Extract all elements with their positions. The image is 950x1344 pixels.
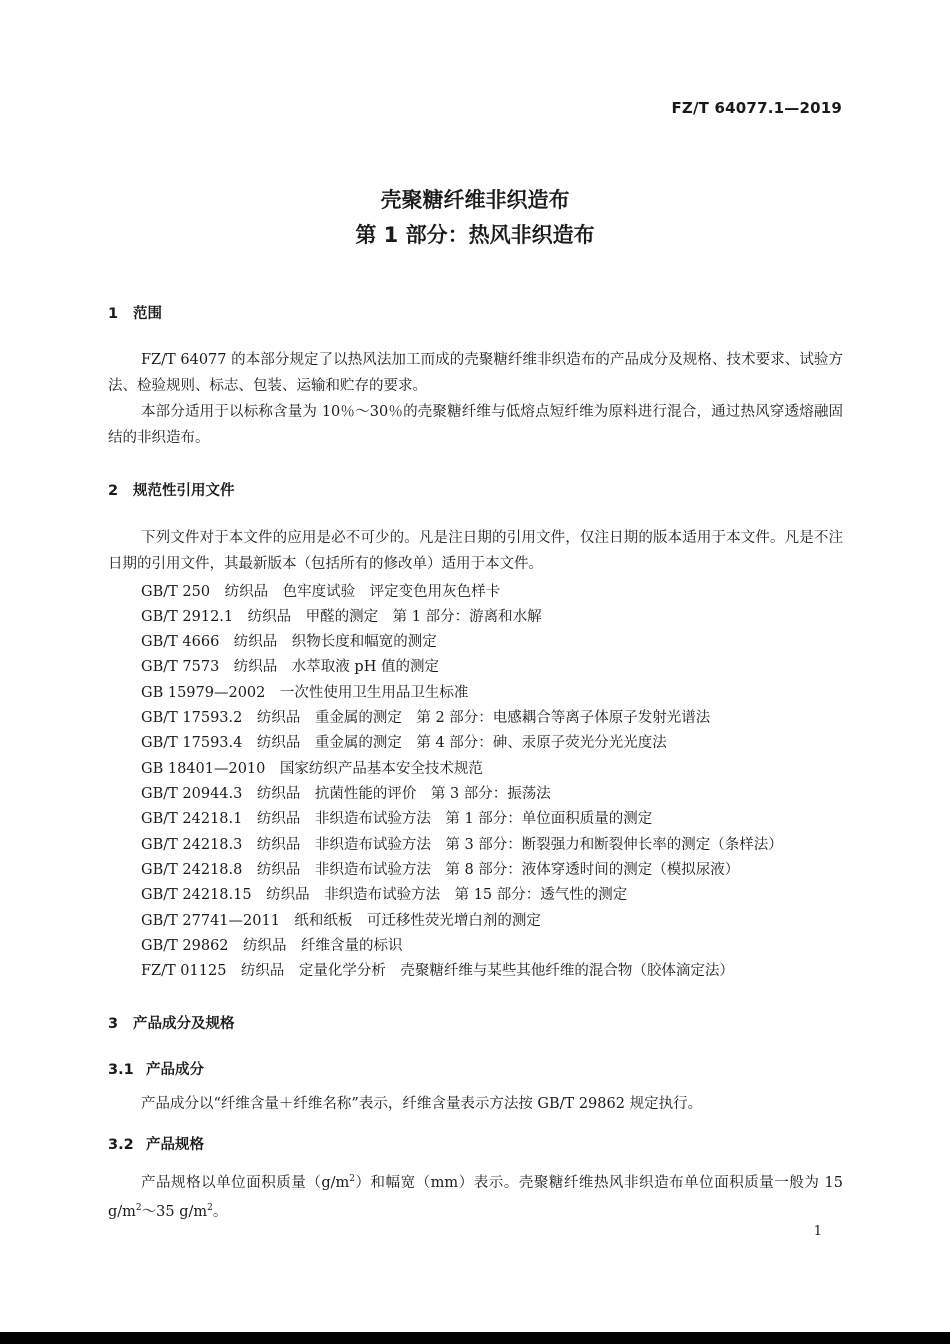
text-run: ）和幅宽（mm）表示。壳聚糖纤维热风非织造布单位面积质量一般为 15 g/m: [108, 1174, 843, 1221]
reference-item: GB/T 29862 纺织品 纤维含量的标识: [141, 938, 403, 954]
paragraph: FZ/T 64077 的本部分规定了以热风法加工而成的壳聚糖纤维非织造布的产品成分及规格、技术要求、试验方法、检验规则、标志、包装、运输和贮存的要求。: [108, 352, 843, 394]
section-title: 规范性引用文件: [133, 483, 235, 499]
subsection-number: 3.1: [108, 1062, 134, 1078]
page-number: 1: [813, 1224, 822, 1239]
reference-item: GB/T 20944.3 纺织品 抗菌性能的评价 第 3 部分：振荡法: [141, 786, 551, 802]
reference-item: GB 15979—2002 一次性使用卫生用品卫生标准: [141, 685, 469, 701]
section-3-heading: [108, 1012, 235, 1033]
superscript: 2: [135, 1203, 142, 1214]
paragraph: 本部分适用于以标称含量为 10％～30％的壳聚糖纤维与低熔点短纤维为原料进行混合，通过热风穿透熔融固结的非织造布。: [108, 404, 843, 446]
reference-item: GB/T 2912.1 纺织品 甲醛的测定 第 1 部分：游离和水解: [141, 609, 542, 625]
reference-item: GB/T 24218.3 纺织品 非织造布试验方法 第 3 部分：断裂强力和断裂伸长率的测定（条样法）: [141, 837, 783, 853]
superscript: 2: [349, 1174, 355, 1184]
reference-item: GB/T 7573 纺织品 水萃取液 pH 值的测定: [141, 659, 439, 675]
reference-item: GB/T 250 纺织品 色牢度试验 评定变色用灰色样卡: [141, 584, 501, 600]
reference-item: GB/T 17593.4 纺织品 重金属的测定 第 4 部分：砷、汞原子荧光分光光度法: [141, 735, 667, 751]
reference-item: GB/T 27741—2011 纸和纸板 可迁移性荧光增白剂的测定: [141, 913, 541, 929]
paragraph: [108, 1167, 843, 1226]
standard-number: FZ/T 64077.1—2019: [671, 99, 842, 117]
subsection-3-1-heading: [108, 1058, 204, 1079]
section-1-heading: [108, 302, 162, 323]
document-title: 壳聚糖纤维非织造布: [380, 188, 570, 212]
bottom-border: [0, 1332, 950, 1344]
reference-item: GB/T 17593.2 纺织品 重金属的测定 第 2 部分：电感耦合等离子体原子发射光谱法: [141, 710, 711, 726]
document-subtitle: 第 1 部分：热风非织造布: [355, 223, 595, 247]
subsection-3-2-heading: [108, 1133, 204, 1154]
section-number: 3: [108, 1016, 119, 1032]
text-run: 。: [212, 1204, 228, 1221]
reference-item: GB/T 4666 纺织品 织物长度和幅宽的测定: [141, 634, 437, 650]
section-title: 产品成分及规格: [133, 1016, 235, 1032]
text-run: 产品规格以单位面积质量（g/m: [141, 1174, 350, 1191]
reference-item: GB/T 24218.15 纺织品 非织造布试验方法 第 15 部分：透气性的测定: [141, 887, 628, 903]
paragraph: 下列文件对于本文件的应用是必不可少的。凡是注日期的引用文件，仅注日期的版本适用于本文件。凡是不注日期的引用文件，其最新版本（包括所有的修改单）适用于本文件。: [108, 530, 843, 572]
subsection-title: 产品规格: [146, 1137, 204, 1153]
superscript: 2: [207, 1203, 213, 1214]
reference-item: FZ/T 01125 纺织品 定量化学分析 壳聚糖纤维与某些其他纤维的混合物（胶体滴定法）: [141, 963, 734, 979]
section-title: 范围: [133, 306, 162, 322]
paragraph: 产品成分以“纤维含量＋纤维名称”表示，纤维含量表示方法按 GB/T 29862 规定执行。: [141, 1096, 703, 1112]
section-number: 1: [108, 306, 119, 322]
reference-item: GB/T 24218.8 纺织品 非织造布试验方法 第 8 部分：液体穿透时间的测定（模拟尿液）: [141, 862, 740, 878]
subsection-number: 3.2: [108, 1137, 134, 1153]
text-run: ～35 g/m: [141, 1204, 208, 1221]
subsection-title: 产品成分: [146, 1062, 204, 1078]
reference-item: GB/T 24218.1 纺织品 非织造布试验方法 第 1 部分：单位面积质量的测定: [141, 811, 653, 827]
section-number: 2: [108, 483, 119, 499]
reference-item: GB 18401—2010 国家纺织产品基本安全技术规范: [141, 761, 483, 777]
section-2-heading: [108, 479, 235, 500]
